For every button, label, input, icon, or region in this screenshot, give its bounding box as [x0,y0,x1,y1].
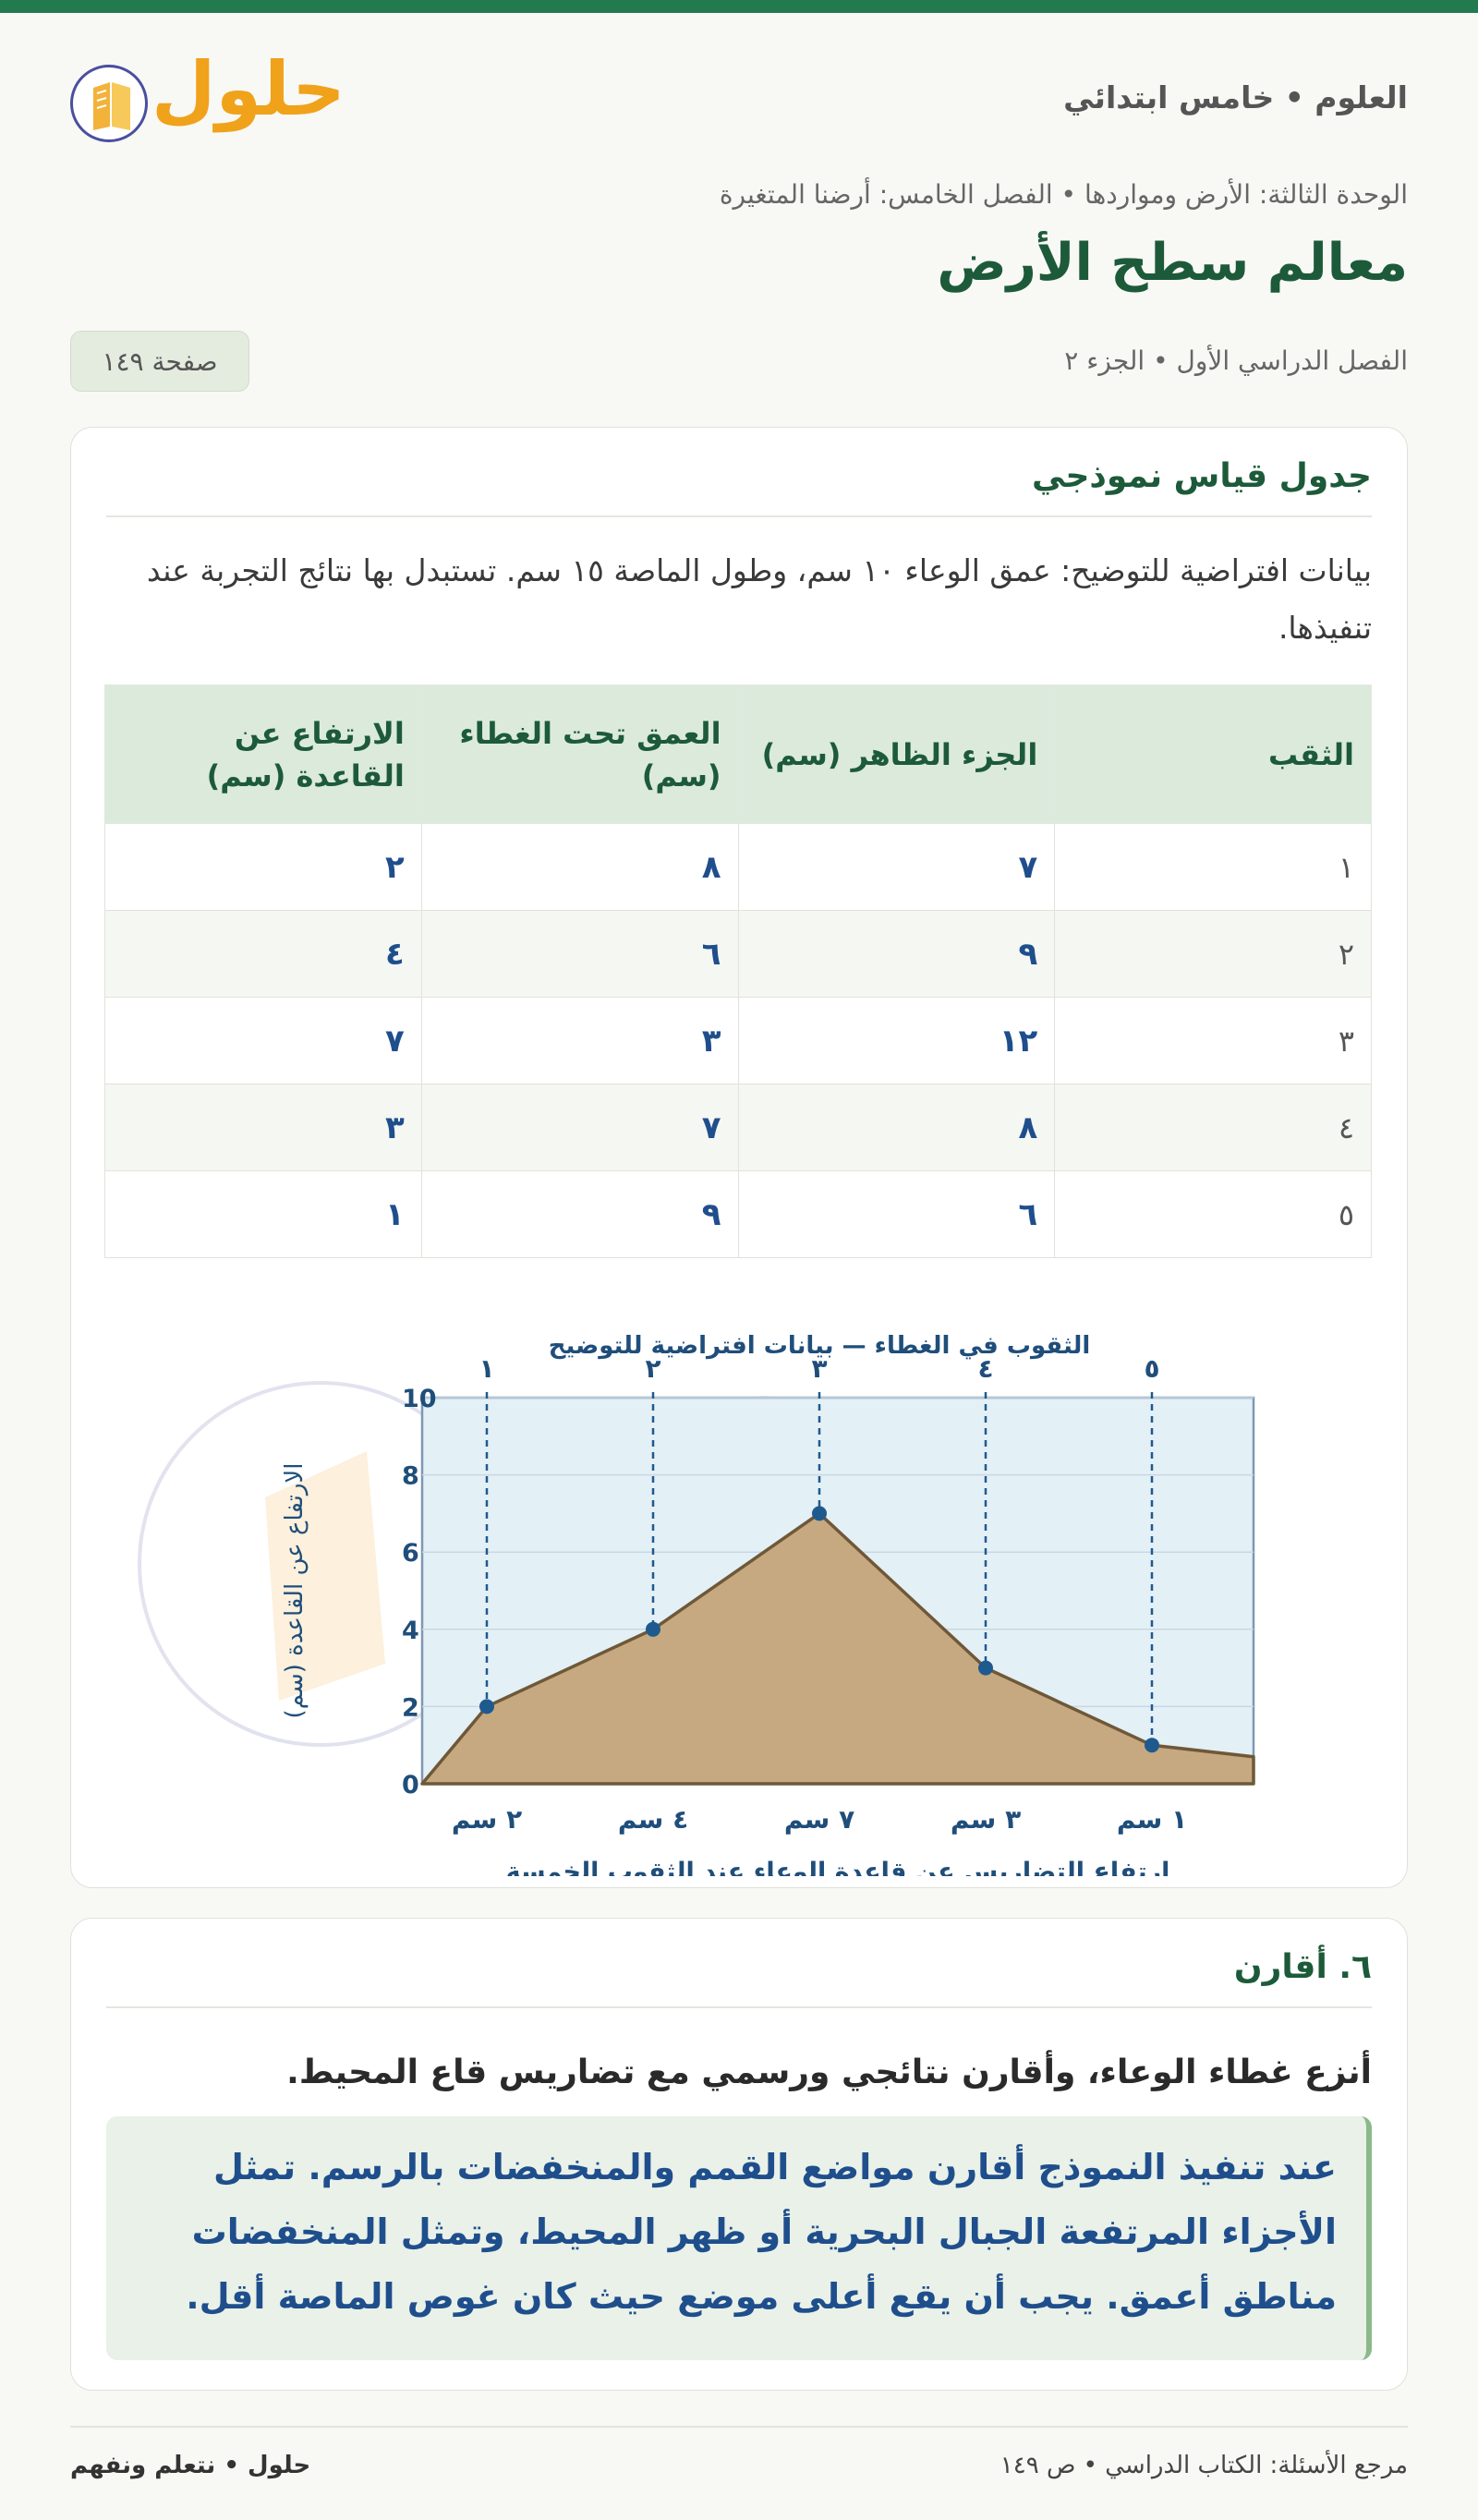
table-row [105,1084,1372,1171]
y-tick-label: 6 [402,1539,419,1569]
y-axis-label: الارتفاع عن القاعدة (سم) [281,1462,309,1719]
x-tick-label: ٢ سم [451,1804,523,1835]
table-cell: ٣ [1055,998,1372,1084]
page-title: معالم سطح الأرض [937,233,1408,293]
data-point [479,1699,494,1714]
data-point [1145,1738,1159,1752]
y-tick-label: 8 [402,1461,419,1491]
table-cell: ٩ [421,1171,738,1258]
table-row [105,1171,1372,1258]
book-icon [70,65,148,142]
x-tick-label: ٣ سم [950,1804,1022,1835]
table-row [105,998,1372,1084]
page-number-badge: صفحة ١٤٩ [70,331,249,392]
answer-box: عند تنفيذ النموذج أقارن مواضع القمم والمنخفضات بالرسم. تمثل الأجزاء المرتفعة الجبال البحرية أو ظهر المحيط، وتمثل المنخفضات مناطق أعمق. يجب أن يقع أعلى موضع حيث كان غوص الماصة أقل. [106,2116,1372,2360]
column-header: الجزء الظاهر (سم) [738,685,1055,824]
semester-label: الفصل الدراسي الأول • الجزء ٢ [1064,345,1408,376]
measurement-card [70,427,1408,1888]
table-cell: ٨ [421,824,738,911]
breadcrumb: الوحدة الثالثة: الأرض ومواردها • الفصل الخامس: أرضنا المتغيرة [719,179,1408,210]
site-logo[interactable] [70,46,345,146]
table-row [105,824,1372,911]
table-cell: ٣ [105,1084,422,1171]
measurement-card-title: جدول قياس نموذجي [1032,457,1372,495]
table-row [105,911,1372,998]
table-cell: ٧ [421,1084,738,1171]
footer-divider [70,2426,1408,2428]
page-header [70,46,1408,146]
footer-brand: حلول • نتعلم ونفهم [70,2452,311,2479]
table-cell: ٣ [421,998,738,1084]
table-cell: ٧ [738,824,1055,911]
x-tick-label: ٧ سم [783,1804,855,1835]
hole-number-label: ٥ [1144,1353,1160,1384]
column-header: الثقب [1055,685,1372,824]
profile-chart [117,1266,1318,1876]
table-cell: ١ [1055,824,1372,911]
table-cell: ٦ [738,1171,1055,1258]
measurement-table [104,685,1372,1258]
data-point [978,1661,993,1676]
chart-title: الثقوب في الغطاء — بيانات افتراضية للتوضيح [548,1332,1091,1360]
table-cell: ٤ [105,911,422,998]
profile-chart-svg [117,1266,1318,1876]
intro-text: بيانات افتراضية للتوضيح: عمق الوعاء ١٠ سم، وطول الماصة ١٥ سم. تستبدل بها نتائج التجربة عند تنفيذها. [146,552,1372,646]
column-header: العمق تحت الغطاء (سم) [421,685,738,824]
table-cell: ١٢ [738,998,1055,1084]
data-point [812,1506,827,1520]
y-tick-label: 0 [402,1771,419,1799]
hole-number-label: ٣ [811,1353,828,1384]
question-text: أنزع غطاء الوعاء، وأقارن نتائجي ورسمي مع تضاريس قاع المحيط. [286,2054,1372,2091]
table-cell: ١ [105,1171,422,1258]
logo-wordmark: حلول [151,46,345,132]
hole-number-label: ١ [479,1353,495,1384]
footer-reference: مرجع الأسئلة: الكتاب الدراسي • ص ١٤٩ [999,2452,1408,2479]
column-header: الارتفاع عن القاعدة (سم) [105,685,422,824]
data-point [646,1622,660,1637]
x-axis-label: ارتفاع التضاريس عن قاعدة الوعاء عند الثقوب الخمسة [505,1858,1170,1876]
top-accent-bar [0,0,1478,13]
divider [106,515,1372,517]
table-cell: ٦ [421,911,738,998]
table-cell: ٧ [105,998,422,1084]
hole-number-label: ٤ [977,1353,994,1384]
table-cell: ٢ [105,824,422,911]
y-tick-label: 4 [402,1616,419,1645]
table-cell: ٩ [738,911,1055,998]
y-tick-label: 10 [402,1385,437,1413]
x-tick-labels [452,1804,1187,1835]
table-cell: ٨ [738,1084,1055,1171]
x-tick-label: ١ سم [1116,1804,1188,1835]
divider [106,2006,1372,2008]
table-cell: ٥ [1055,1171,1372,1258]
table-cell: ٤ [1055,1084,1372,1171]
hole-number-label: ٢ [645,1353,661,1384]
table-cell: ٢ [1055,911,1372,998]
compare-card-title: ٦. أقارن [1233,1948,1372,1986]
subject-label: العلوم • خامس ابتدائي [1063,79,1408,115]
x-tick-label: ٤ سم [617,1804,689,1835]
compare-card [70,1918,1408,2391]
table-header-row [105,685,1372,824]
y-tick-label: 2 [402,1693,419,1723]
